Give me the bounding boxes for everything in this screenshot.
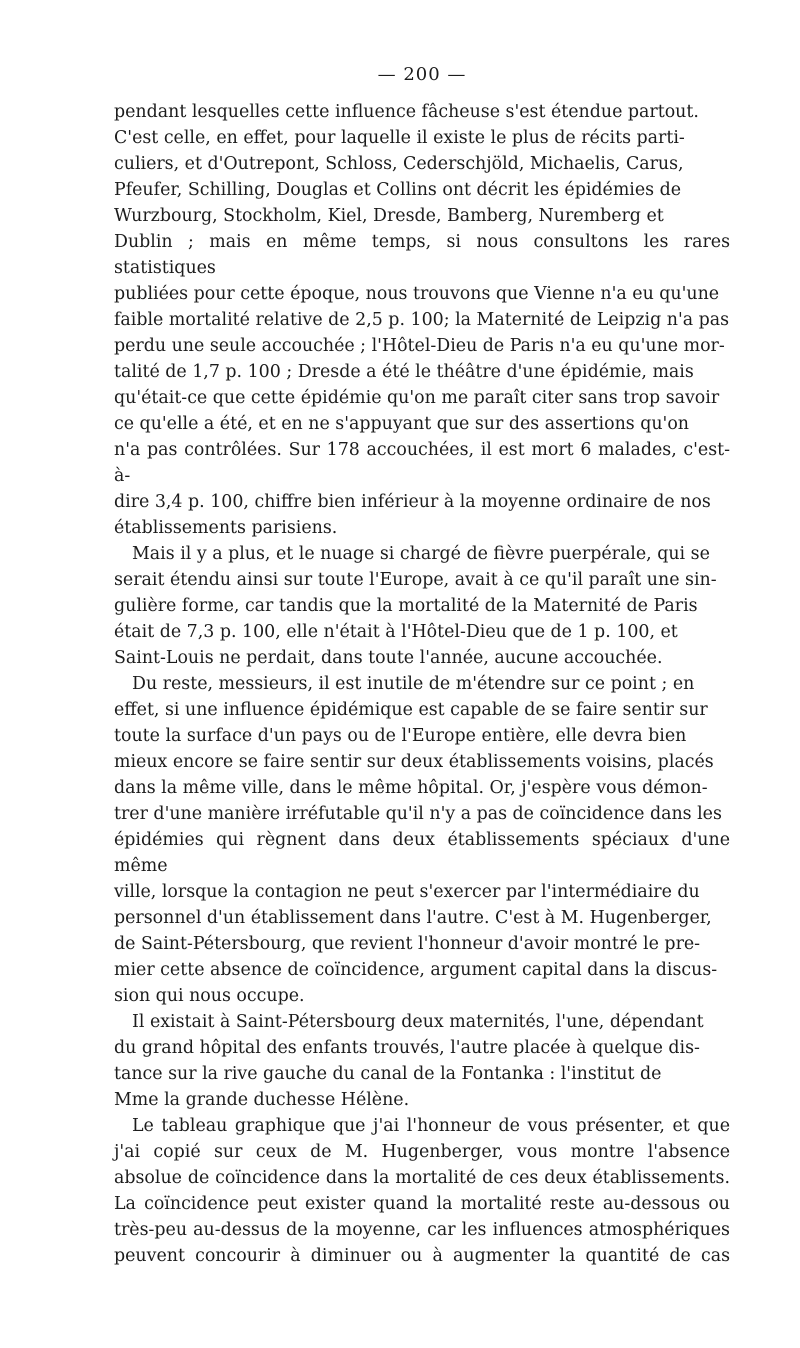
body-text bbox=[114, 99, 730, 1269]
paragraph-5: Le tableau graphique que j'ai l'honneur de vous présenter, et que j'ai copié sur ceux de M. Hugenberger, vous montre l'absence absolue de coïncidence dans la mortalité de ces deux établissements. La coïncidence peut exister quand la mortalité reste au-dessous ou très-peu au-dessus de la moyenne, car les influences atmosphériques peuvent concourir à diminuer ou à augmenter la quantité de cas bbox=[114, 1116, 730, 1266]
paragraph-1: pendant lesquelles cette influence fâcheuse s'est étendue partout. C'est celle, en effet, pour laquelle il existe le plus de récits parti- culiers, et d'Outrepont, Schloss, Cederschjöld, Michaelis, Carus, Pfeufer, Schilling, Douglas et Collins ont décrit les épidémies de Wurzbourg, Stockholm, Kiel, Dresde, Bamberg, Nuremberg et Dublin ; mais en même temps, si nous consultons les rares statistiques publiées pour cette époque, nous trouvons que Vienne n'a eu qu'une faible mortalité relative de 2,5 p. 100; la Maternité de Leipzig n'a pas perdu une seule accouchée ; l'Hôtel-Dieu de Paris n'a eu qu'une mor- talité de 1,7 p. 100 ; Dresde a été le théâtre d'une épidémie, mais qu'était-ce que cette épidémie qu'on me paraît citer sans trop savoir ce qu'elle a été, et en ne s'appuyant que sur des assertions qu'on n'a pas contrôlées. Sur 178 accouchées, il est mort 6 malades, c'est-à- dire 3,4 p. 100, chiffre bien inférieur à la moyenne ordinaire de nos établissements parisiens. bbox=[114, 102, 730, 538]
page-number: — 200 — bbox=[377, 64, 467, 85]
paragraph-3: Du reste, messieurs, il est inutile de m'étendre sur ce point ; en effet, si une influence épidémique est capable de se faire sentir sur toute la surface d'un pays ou de l'Europe entière, elle devra bien mieux encore se faire sentir sur deux établissements voisins, placés dans la même ville, dans le même hôpital. Or, j'espère vous démon- trer d'une manière irréfutable qu'il n'y a pas de coïncidence dans les épidémies qui règnent dans deux établissements spéciaux d'une même ville, lorsque la contagion ne peut s'exercer par l'intermédiaire du personnel d'un établissement dans l'autre. C'est à M. Hugenberger, de Saint-Pétersbourg, que revient l'honneur d'avoir montré le pre- mier cette absence de coïncidence, argument capital dans la discus- sion qui nous occupe. bbox=[114, 674, 730, 1006]
paragraph-2: Mais il y a plus, et le nuage si chargé de fièvre puerpérale, qui se serait étendu ainsi sur toute l'Europe, avait à ce qu'il paraît une sin- gulière forme, car tandis que la mortalité de la Maternité de Paris était de 7,3 p. 100, elle n'était à l'Hôtel-Dieu que de 1 p. 100, et Saint-Louis ne perdait, dans toute l'année, aucune accouchée. bbox=[114, 544, 717, 668]
paragraph-4: Il existait à Saint-Pétersbourg deux maternités, l'une, dépendant du grand hôpital des enfants trouvés, l'autre placée à quelque dis- tance sur la rive gauche du canal de la Fontanka : l'institut de Mme la grande duchesse Hélène. bbox=[114, 1012, 704, 1110]
